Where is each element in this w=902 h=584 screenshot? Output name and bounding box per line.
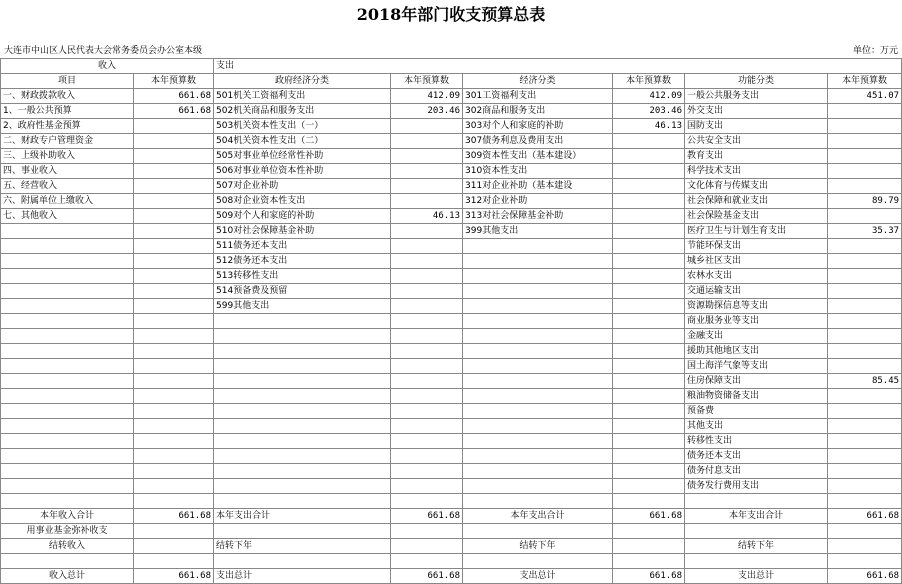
table-row bbox=[1, 119, 902, 134]
item-cell bbox=[1, 224, 134, 239]
amount-cell bbox=[828, 239, 902, 254]
amount-cell bbox=[134, 329, 214, 344]
amount-cell bbox=[134, 179, 214, 194]
amount-cell bbox=[613, 419, 685, 434]
item-cell bbox=[463, 284, 613, 299]
amount-cell bbox=[391, 374, 463, 389]
table-row bbox=[1, 374, 902, 389]
table-row bbox=[1, 224, 902, 239]
func-expense-total-label: 本年支出合计 bbox=[685, 509, 828, 524]
table-row bbox=[1, 104, 902, 119]
grand-func-label: 支出总计 bbox=[685, 569, 828, 584]
amount-cell bbox=[391, 434, 463, 449]
item-cell: 二、财政专户管理资金 bbox=[1, 134, 134, 149]
amount-cell: 412.09 bbox=[613, 89, 685, 104]
item-cell: 金融支出 bbox=[685, 329, 828, 344]
amount-cell bbox=[134, 269, 214, 284]
item-cell: 社会保障和就业支出 bbox=[685, 194, 828, 209]
item-cell: 粮油物资储备支出 bbox=[685, 389, 828, 404]
table-row bbox=[1, 449, 902, 464]
item-cell: 外交支出 bbox=[685, 104, 828, 119]
item-cell: 312对企业补助 bbox=[463, 194, 613, 209]
item-cell bbox=[463, 389, 613, 404]
amount-cell bbox=[391, 224, 463, 239]
item-cell: 510对社会保障基金补助 bbox=[214, 224, 391, 239]
item-cell bbox=[214, 314, 391, 329]
item-cell bbox=[463, 464, 613, 479]
econ-expense-total-label: 本年支出合计 bbox=[463, 509, 613, 524]
item-cell: 七、其他收入 bbox=[1, 209, 134, 224]
amount-cell bbox=[828, 329, 902, 344]
item-cell bbox=[214, 359, 391, 374]
item-cell bbox=[1, 449, 134, 464]
amount-cell bbox=[828, 254, 902, 269]
budget-table bbox=[0, 58, 902, 584]
item-cell: 303对个人和家庭的补助 bbox=[463, 119, 613, 134]
item-cell bbox=[1, 404, 134, 419]
item-cell: 507对企业补助 bbox=[214, 179, 391, 194]
amount-cell bbox=[134, 149, 214, 164]
amount-cell bbox=[391, 389, 463, 404]
amount-cell bbox=[828, 389, 902, 404]
item-cell bbox=[463, 434, 613, 449]
amount-cell bbox=[391, 164, 463, 179]
item-cell: 504机关资本性支出（二） bbox=[214, 134, 391, 149]
item-cell bbox=[1, 389, 134, 404]
item-cell: 预备费 bbox=[685, 404, 828, 419]
amount-cell bbox=[134, 479, 214, 494]
gov-expense-total-label: 本年支出合计 bbox=[214, 509, 391, 524]
amount-cell bbox=[828, 179, 902, 194]
header-cell: 本年预算数 bbox=[613, 74, 685, 89]
amount-cell bbox=[613, 404, 685, 419]
amount-cell bbox=[613, 359, 685, 374]
amount-cell bbox=[613, 224, 685, 239]
item-cell: 307债务利息及费用支出 bbox=[463, 134, 613, 149]
item-cell bbox=[463, 479, 613, 494]
amount-cell bbox=[391, 299, 463, 314]
amount-cell bbox=[613, 239, 685, 254]
item-cell bbox=[463, 374, 613, 389]
item-cell: 399其他支出 bbox=[463, 224, 613, 239]
item-cell: 313对社会保障基金补助 bbox=[463, 209, 613, 224]
section-row bbox=[1, 59, 902, 74]
amount-cell bbox=[828, 314, 902, 329]
amount-cell: 46.13 bbox=[613, 119, 685, 134]
table-row bbox=[1, 209, 902, 224]
amount-cell: 85.45 bbox=[828, 374, 902, 389]
amount-cell bbox=[613, 149, 685, 164]
item-cell bbox=[1, 314, 134, 329]
table-row bbox=[1, 359, 902, 374]
grand-gov-label: 支出总计 bbox=[214, 569, 391, 584]
amount-cell bbox=[134, 194, 214, 209]
amount-cell bbox=[828, 284, 902, 299]
gov-expense-total: 661.68 bbox=[391, 509, 463, 524]
item-cell bbox=[214, 494, 391, 509]
amount-cell bbox=[828, 449, 902, 464]
item-cell: 512债务还本支出 bbox=[214, 254, 391, 269]
item-cell: 311对企业补助（基本建设 bbox=[463, 179, 613, 194]
blank-row bbox=[1, 554, 902, 569]
grand-gov: 661.68 bbox=[391, 569, 463, 584]
item-cell: 债务付息支出 bbox=[685, 464, 828, 479]
item-cell bbox=[214, 479, 391, 494]
item-cell: 城乡社区支出 bbox=[685, 254, 828, 269]
fund-row-label: 用事业基金弥补收支 bbox=[1, 524, 134, 539]
item-cell: 商业服务业等支出 bbox=[685, 314, 828, 329]
item-cell bbox=[1, 284, 134, 299]
item-cell: 502机关商品和服务支出 bbox=[214, 104, 391, 119]
amount-cell bbox=[134, 164, 214, 179]
item-cell: 505对事业单位经常性补助 bbox=[214, 149, 391, 164]
grand-income: 661.68 bbox=[134, 569, 214, 584]
item-cell bbox=[463, 254, 613, 269]
amount-cell bbox=[391, 329, 463, 344]
item-cell bbox=[463, 494, 613, 509]
item-cell: 501机关工资福利支出 bbox=[214, 89, 391, 104]
amount-cell bbox=[134, 209, 214, 224]
amount-cell: 203.46 bbox=[613, 104, 685, 119]
amount-cell bbox=[391, 134, 463, 149]
item-cell bbox=[1, 479, 134, 494]
amount-cell bbox=[613, 494, 685, 509]
item-cell: 508对企业资本性支出 bbox=[214, 194, 391, 209]
amount-cell bbox=[613, 134, 685, 149]
header-cell: 功能分类 bbox=[685, 74, 828, 89]
item-cell: 文化体育与传媒支出 bbox=[685, 179, 828, 194]
item-cell bbox=[1, 239, 134, 254]
amount-cell bbox=[391, 194, 463, 209]
item-cell bbox=[463, 359, 613, 374]
item-cell: 援助其他地区支出 bbox=[685, 344, 828, 359]
table-row bbox=[1, 239, 902, 254]
amount-cell bbox=[134, 284, 214, 299]
amount-cell bbox=[391, 494, 463, 509]
amount-cell bbox=[613, 194, 685, 209]
amount-cell bbox=[134, 359, 214, 374]
amount-cell: 203.46 bbox=[391, 104, 463, 119]
amount-cell bbox=[391, 269, 463, 284]
table-row bbox=[1, 134, 902, 149]
item-cell bbox=[1, 494, 134, 509]
table-row bbox=[1, 344, 902, 359]
item-cell: 1、一般公共预算 bbox=[1, 104, 134, 119]
amount-cell: 661.68 bbox=[134, 89, 214, 104]
carry-gov-label: 结转下年 bbox=[214, 539, 391, 554]
item-cell: 503机关资本性支出（一） bbox=[214, 119, 391, 134]
table-row bbox=[1, 389, 902, 404]
amount-cell bbox=[613, 344, 685, 359]
header-row bbox=[1, 74, 902, 89]
item-cell: 2、政府性基金预算 bbox=[1, 119, 134, 134]
func-expense-total: 661.68 bbox=[828, 509, 902, 524]
section-expense: 支出 bbox=[214, 59, 902, 74]
amount-cell bbox=[134, 419, 214, 434]
amount-cell bbox=[134, 494, 214, 509]
item-cell: 一般公共服务支出 bbox=[685, 89, 828, 104]
income-total-label: 本年收入合计 bbox=[1, 509, 134, 524]
amount-cell bbox=[134, 434, 214, 449]
amount-cell bbox=[828, 494, 902, 509]
header-cell: 本年预算数 bbox=[828, 74, 902, 89]
item-cell: 其他支出 bbox=[685, 419, 828, 434]
amount-cell: 412.09 bbox=[391, 89, 463, 104]
item-cell: 医疗卫生与计划生育支出 bbox=[685, 224, 828, 239]
amount-cell bbox=[613, 284, 685, 299]
amount-cell bbox=[828, 464, 902, 479]
amount-cell bbox=[134, 404, 214, 419]
item-cell bbox=[1, 254, 134, 269]
amount-cell bbox=[828, 299, 902, 314]
amount-cell bbox=[613, 314, 685, 329]
budget-table-footer bbox=[1, 509, 902, 584]
amount-cell bbox=[134, 374, 214, 389]
item-cell: 302商品和服务支出 bbox=[463, 104, 613, 119]
amount-cell bbox=[134, 299, 214, 314]
item-cell bbox=[1, 419, 134, 434]
table-row bbox=[1, 464, 902, 479]
carry-econ-label: 结转下年 bbox=[463, 539, 613, 554]
table-row bbox=[1, 299, 902, 314]
item-cell bbox=[463, 269, 613, 284]
amount-cell bbox=[134, 464, 214, 479]
item-cell: 一、财政拨款收入 bbox=[1, 89, 134, 104]
item-cell: 社会保险基金支出 bbox=[685, 209, 828, 224]
total-row bbox=[1, 509, 902, 524]
table-row bbox=[1, 404, 902, 419]
table-row bbox=[1, 89, 902, 104]
amount-cell bbox=[391, 419, 463, 434]
item-cell bbox=[463, 404, 613, 419]
item-cell bbox=[1, 269, 134, 284]
item-cell: 五、经营收入 bbox=[1, 179, 134, 194]
header-cell: 项目 bbox=[1, 74, 134, 89]
item-cell: 债务发行费用支出 bbox=[685, 479, 828, 494]
table-row bbox=[1, 164, 902, 179]
amount-cell bbox=[134, 344, 214, 359]
amount-cell bbox=[391, 359, 463, 374]
amount-cell bbox=[391, 149, 463, 164]
table-row bbox=[1, 269, 902, 284]
amount-cell bbox=[828, 359, 902, 374]
amount-cell bbox=[391, 344, 463, 359]
item-cell: 310资本性支出 bbox=[463, 164, 613, 179]
amount-cell bbox=[828, 404, 902, 419]
item-cell: 513转移性支出 bbox=[214, 269, 391, 284]
amount-cell bbox=[391, 404, 463, 419]
amount-cell bbox=[828, 164, 902, 179]
amount-cell bbox=[391, 119, 463, 134]
item-cell: 债务还本支出 bbox=[685, 449, 828, 464]
amount-cell bbox=[828, 104, 902, 119]
amount-cell bbox=[391, 314, 463, 329]
table-row bbox=[1, 194, 902, 209]
unit-line bbox=[2, 44, 900, 58]
item-cell: 509对个人和家庭的补助 bbox=[214, 209, 391, 224]
table-row bbox=[1, 434, 902, 449]
item-cell: 301工资福利支出 bbox=[463, 89, 613, 104]
item-cell: 506对事业单位资本性补助 bbox=[214, 164, 391, 179]
carry-income-label: 结转收入 bbox=[1, 539, 134, 554]
item-cell: 节能环保支出 bbox=[685, 239, 828, 254]
item-cell bbox=[214, 464, 391, 479]
report-title: 2018年部门收支预算总表 bbox=[356, 5, 546, 24]
item-cell bbox=[1, 464, 134, 479]
amount-cell bbox=[391, 284, 463, 299]
item-cell: 转移性支出 bbox=[685, 434, 828, 449]
amount-cell bbox=[613, 329, 685, 344]
amount-cell bbox=[391, 239, 463, 254]
item-cell bbox=[463, 314, 613, 329]
income-total: 661.68 bbox=[134, 509, 214, 524]
item-cell bbox=[463, 419, 613, 434]
amount-cell bbox=[134, 449, 214, 464]
amount-cell: 46.13 bbox=[391, 209, 463, 224]
carry-row bbox=[1, 539, 902, 554]
fund-row bbox=[1, 524, 902, 539]
amount-cell bbox=[828, 434, 902, 449]
amount-cell bbox=[613, 464, 685, 479]
amount-cell bbox=[613, 374, 685, 389]
unit-label: 单位：万元 bbox=[852, 46, 898, 56]
table-row bbox=[1, 149, 902, 164]
amount-cell bbox=[613, 479, 685, 494]
amount-cell bbox=[613, 269, 685, 284]
item-cell: 科学技术支出 bbox=[685, 164, 828, 179]
amount-cell bbox=[828, 119, 902, 134]
item-cell: 四、事业收入 bbox=[1, 164, 134, 179]
table-row bbox=[1, 479, 902, 494]
amount-cell: 35.37 bbox=[828, 224, 902, 239]
amount-cell bbox=[134, 239, 214, 254]
unit-org: 大连市中山区人民代表大会常务委员会办公室本级 bbox=[4, 46, 203, 56]
item-cell: 599其他支出 bbox=[214, 299, 391, 314]
item-cell: 交通运输支出 bbox=[685, 284, 828, 299]
amount-cell bbox=[828, 269, 902, 284]
table-row bbox=[1, 494, 902, 509]
amount-cell bbox=[613, 209, 685, 224]
amount-cell bbox=[391, 449, 463, 464]
amount-cell bbox=[134, 134, 214, 149]
item-cell bbox=[463, 449, 613, 464]
item-cell bbox=[685, 494, 828, 509]
amount-cell bbox=[828, 419, 902, 434]
table-row bbox=[1, 329, 902, 344]
amount-cell bbox=[391, 479, 463, 494]
grand-income-label: 收入总计 bbox=[1, 569, 134, 584]
item-cell bbox=[214, 434, 391, 449]
item-cell bbox=[1, 359, 134, 374]
amount-cell bbox=[613, 389, 685, 404]
item-cell: 国防支出 bbox=[685, 119, 828, 134]
item-cell bbox=[214, 389, 391, 404]
item-cell bbox=[1, 344, 134, 359]
header-cell: 经济分类 bbox=[463, 74, 613, 89]
item-cell: 教育支出 bbox=[685, 149, 828, 164]
table-row bbox=[1, 254, 902, 269]
header-cell: 本年预算数 bbox=[134, 74, 214, 89]
item-cell: 公共安全支出 bbox=[685, 134, 828, 149]
amount-cell bbox=[613, 434, 685, 449]
item-cell bbox=[1, 329, 134, 344]
table-row bbox=[1, 419, 902, 434]
amount-cell: 89.79 bbox=[828, 194, 902, 209]
item-cell bbox=[463, 344, 613, 359]
budget-table-body bbox=[1, 59, 902, 509]
table-row bbox=[1, 314, 902, 329]
item-cell bbox=[1, 299, 134, 314]
amount-cell bbox=[828, 479, 902, 494]
header-cell: 本年预算数 bbox=[391, 74, 463, 89]
amount-cell bbox=[613, 164, 685, 179]
amount-cell bbox=[391, 254, 463, 269]
item-cell: 514预备费及预留 bbox=[214, 284, 391, 299]
amount-cell bbox=[134, 314, 214, 329]
item-cell bbox=[463, 239, 613, 254]
amount-cell: 661.68 bbox=[134, 104, 214, 119]
amount-cell bbox=[134, 224, 214, 239]
amount-cell: 451.07 bbox=[828, 89, 902, 104]
amount-cell bbox=[613, 449, 685, 464]
amount-cell bbox=[134, 119, 214, 134]
amount-cell bbox=[828, 209, 902, 224]
item-cell: 三、上级补助收入 bbox=[1, 149, 134, 164]
amount-cell bbox=[613, 254, 685, 269]
item-cell bbox=[1, 374, 134, 389]
amount-cell bbox=[134, 254, 214, 269]
item-cell: 309资本性支出（基本建设） bbox=[463, 149, 613, 164]
item-cell bbox=[214, 374, 391, 389]
amount-cell bbox=[828, 149, 902, 164]
item-cell bbox=[463, 299, 613, 314]
carry-func-label: 结转下年 bbox=[685, 539, 828, 554]
item-cell bbox=[214, 449, 391, 464]
item-cell: 511债务还本支出 bbox=[214, 239, 391, 254]
section-income: 收入 bbox=[1, 59, 214, 74]
item-cell bbox=[463, 329, 613, 344]
item-cell bbox=[214, 329, 391, 344]
amount-cell bbox=[134, 389, 214, 404]
item-cell bbox=[214, 344, 391, 359]
item-cell bbox=[214, 404, 391, 419]
econ-expense-total: 661.68 bbox=[613, 509, 685, 524]
table-row bbox=[1, 284, 902, 299]
item-cell bbox=[1, 434, 134, 449]
amount-cell bbox=[828, 134, 902, 149]
item-cell: 六、附属单位上缴收入 bbox=[1, 194, 134, 209]
amount-cell bbox=[391, 179, 463, 194]
grand-total-row bbox=[1, 569, 902, 584]
item-cell: 农林水支出 bbox=[685, 269, 828, 284]
amount-cell bbox=[613, 179, 685, 194]
item-cell: 资源勘探信息等支出 bbox=[685, 299, 828, 314]
table-row bbox=[1, 179, 902, 194]
grand-econ-label: 支出总计 bbox=[463, 569, 613, 584]
item-cell: 国土海洋气象等支出 bbox=[685, 359, 828, 374]
item-cell bbox=[214, 419, 391, 434]
item-cell: 住房保障支出 bbox=[685, 374, 828, 389]
amount-cell bbox=[613, 299, 685, 314]
header-cell: 政府经济分类 bbox=[214, 74, 391, 89]
amount-cell bbox=[828, 344, 902, 359]
grand-func: 661.68 bbox=[828, 569, 902, 584]
amount-cell bbox=[391, 464, 463, 479]
grand-econ: 661.68 bbox=[613, 569, 685, 584]
